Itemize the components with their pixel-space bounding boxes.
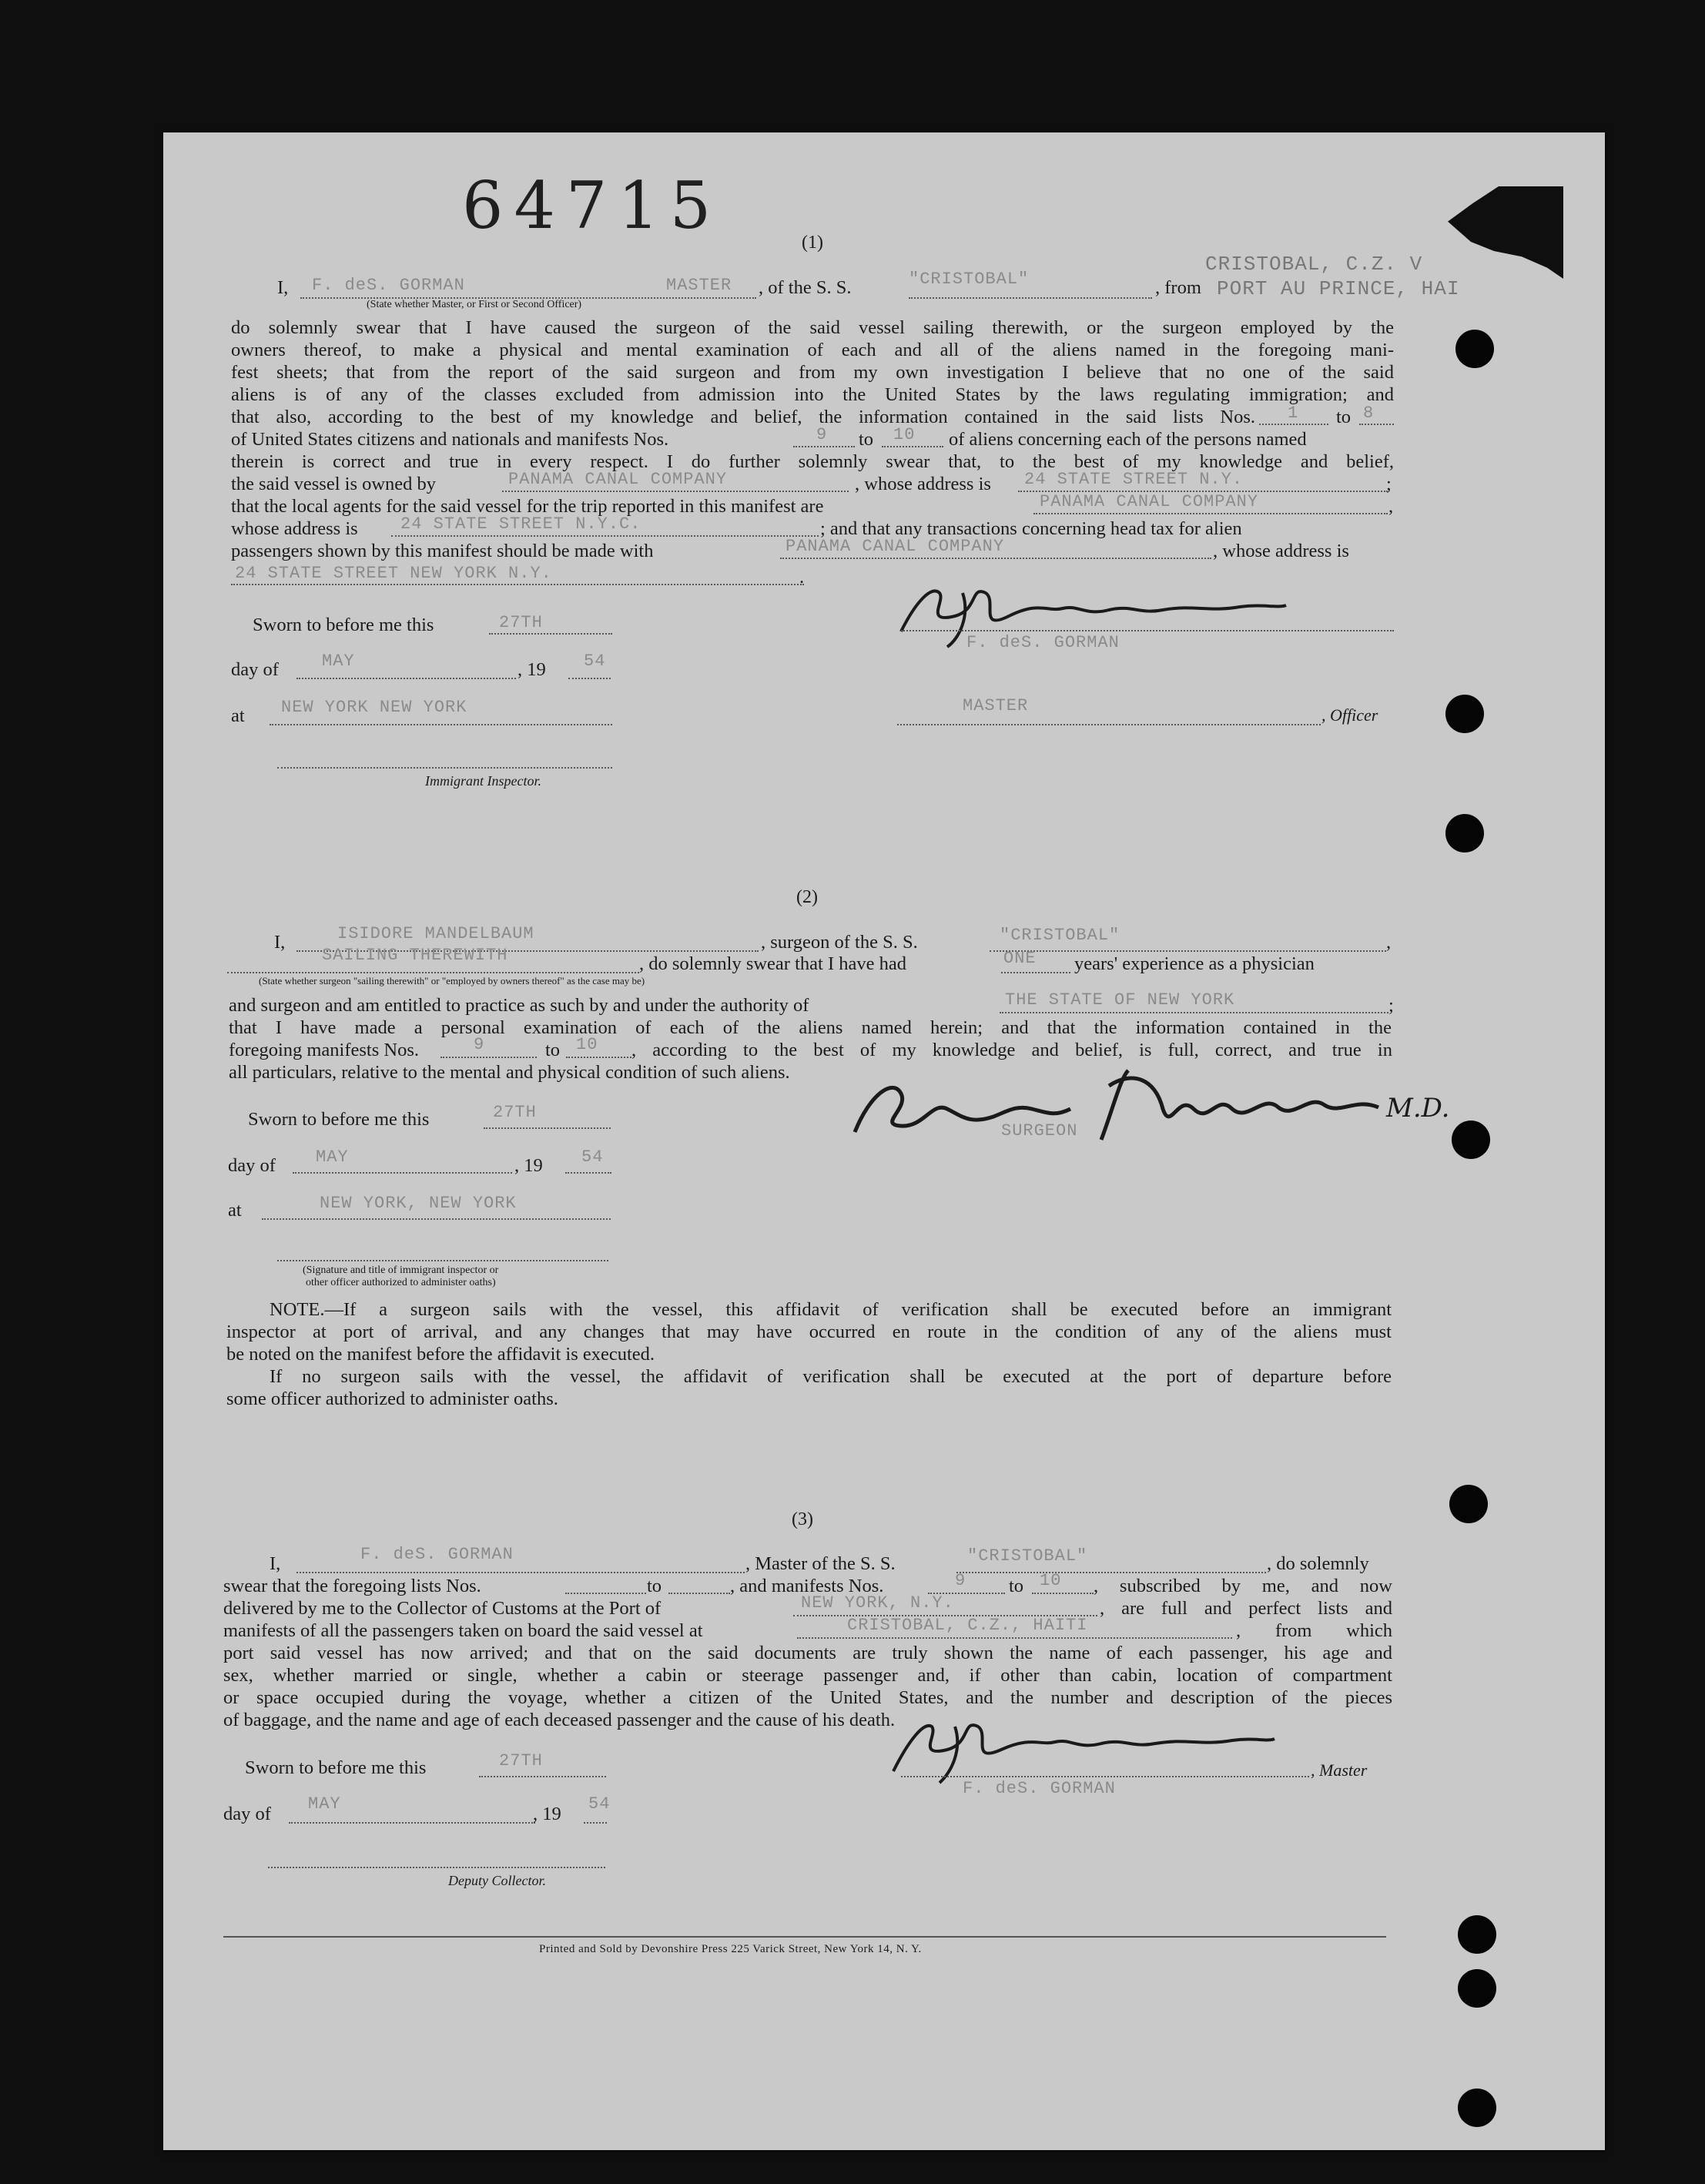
- s2-signer-caption-1: (Signature and title of immigrant inspector or: [303, 1265, 499, 1276]
- s2-day-of: day of: [228, 1155, 276, 1176]
- s3-manifests-from: 9: [955, 1571, 966, 1590]
- s1-sworn-day: 27TH: [499, 613, 543, 632]
- s1-officer-title: MASTER: [963, 696, 1029, 715]
- s1-lists-to-value: 8: [1363, 404, 1375, 423]
- s1-of-aliens: of aliens concerning each of the persons named: [949, 429, 1307, 450]
- s1-agents-line: [1033, 513, 1388, 514]
- s1-lists-from-line: [1259, 424, 1328, 425]
- s1-line-8: the said vessel is owned by: [231, 474, 437, 494]
- s2-surgeon-name: ISIDORE MANDELBAUM: [337, 924, 534, 943]
- s2-note-2: inspector at port of arrival, and any changes that may have occurred en route in the condition of any of the aliens must: [226, 1321, 1392, 1342]
- s3-line-1: port said vessel has now arrived; and that on the said documents are truly shown the name of each passenger, his age and: [223, 1643, 1392, 1663]
- s1-line-3: fest sheets; that from the report of the said surgeon and from my own investigation I believe that no one of the said: [231, 362, 1394, 383]
- s3-i-label: I,: [270, 1553, 281, 1574]
- binder-hole: [1458, 1969, 1496, 2008]
- s1-from-place-1: CRISTOBAL, C.Z. V: [1205, 253, 1423, 276]
- s1-owner-address-label: , whose address is: [855, 474, 991, 494]
- s3-sworn-day: 27TH: [499, 1751, 543, 1770]
- s3-collector-caption: Deputy Collector.: [448, 1873, 546, 1888]
- s3-line-lists: swear that the foregoing lists Nos.: [223, 1576, 481, 1596]
- s2-signer-caption-2: other officer authorized to administer oaths): [306, 1277, 496, 1288]
- s3-line-delivered: delivered by me to the Collector of Customs at the Port of: [223, 1598, 662, 1619]
- s1-vessel: "CRISTOBAL": [909, 270, 1030, 289]
- s1-line-1: do solemnly swear that I have caused the surgeon of the said vessel sailing therewith, or the surgeon employed by the: [231, 317, 1394, 338]
- s1-owner-line: [502, 491, 849, 492]
- s1-officer-line: [897, 724, 1321, 725]
- s1-sworn-label: Sworn to before me this: [253, 615, 434, 635]
- binder-hole: [1458, 2089, 1496, 2127]
- s3-line-3: or space occupied during the voyage, whether a citizen of the United States, and the number and description of the pieces: [223, 1687, 1392, 1708]
- s3-sworn-day-line: [479, 1776, 606, 1777]
- s1-line-5: that also, according to the best of my knowledge and belief, the information contained in the said lists Nos.: [231, 407, 1255, 427]
- master-signature-2: [878, 1702, 1278, 1787]
- s2-line-exam: that I have made a personal examination of each of the aliens named herein; and that the information contained in the: [229, 1017, 1392, 1038]
- s1-month: MAY: [322, 652, 355, 671]
- binder-hole: [1452, 1120, 1490, 1159]
- section-1-heading: (1): [802, 233, 823, 253]
- binder-hole: [1458, 1915, 1496, 1954]
- binder-hole: [1445, 695, 1484, 733]
- s3-year: 54: [588, 1794, 611, 1814]
- s1-line-11: passengers shown by this manifest should be made with: [231, 541, 654, 561]
- s2-to: to: [545, 1040, 561, 1060]
- footer-rule: [223, 1936, 1386, 1938]
- s3-lists-to-line: [668, 1593, 730, 1594]
- s1-sworn-day-line: [489, 633, 612, 635]
- s1-day-of: day of: [231, 659, 279, 680]
- s1-head-tax-address-line: [231, 584, 804, 585]
- binder-hole: [1449, 1485, 1488, 1523]
- s2-note-1: NOTE.—If a surgeon sails with the vessel, this affidavit of verification shall be executed before an immigrant: [270, 1299, 1392, 1320]
- s2-years-text: years' experience as a physician: [1074, 953, 1315, 974]
- s1-owner-address: 24 STATE STREET N.Y.: [1024, 470, 1244, 489]
- binder-hole: [1455, 330, 1494, 368]
- s2-note-5: some officer authorized to administer oaths.: [226, 1388, 558, 1409]
- s1-period: .: [799, 567, 805, 588]
- s1-agents: PANAMA CANAL COMPANY: [1040, 492, 1259, 511]
- binder-hole: [1445, 814, 1484, 852]
- s1-manifests-to-line: [882, 446, 943, 447]
- s1-head-tax-with-line: [780, 558, 1211, 559]
- s2-comma: ,: [1386, 932, 1392, 953]
- s1-head-tax-with: PANAMA CANAL COMPANY: [786, 537, 1005, 556]
- s1-of-ss: , of the S. S.: [759, 277, 852, 298]
- s1-line-4: aliens is of any of the classes excluded from admission into the United States by the laws regulating immigration; and: [231, 384, 1394, 405]
- s2-authority-line: [1000, 1012, 1388, 1013]
- s2-capacity: SAILING THEREWITH: [322, 946, 508, 965]
- s2-years-line: [1001, 972, 1070, 973]
- s2-i-label: I,: [274, 932, 286, 953]
- s1-line-2: owners thereof, to make a physical and mental examination of each and all of the aliens named in the foregoing mani-: [231, 340, 1394, 360]
- s2-sworn-day: 27TH: [493, 1103, 537, 1122]
- s2-capacity-caption: (State whether surgeon "sailing therewith" or "employed by owners thereof" as the case may be): [259, 975, 645, 986]
- s1-lists-from: 1: [1288, 404, 1299, 423]
- s1-officer-label: , Officer: [1321, 705, 1378, 725]
- s3-signature-typed: F. deS. GORMAN: [963, 1779, 1116, 1798]
- s3-year-line: [584, 1822, 607, 1824]
- s1-name: F. deS. GORMAN: [312, 276, 465, 295]
- s1-manifests-from-line: [793, 446, 855, 447]
- s1-year: 54: [584, 652, 606, 671]
- s1-place-line: [270, 724, 612, 725]
- s2-month-line: [293, 1172, 512, 1174]
- s2-line-particulars: all particulars, relative to the mental and physical condition of such aliens.: [229, 1062, 790, 1083]
- s1-at: at: [231, 705, 245, 726]
- s3-line-2: sex, whether married or single, whether a cabin or steerage passenger and, if other than cabin, location of compartment: [223, 1665, 1392, 1686]
- s2-vessel: "CRISTOBAL": [1000, 926, 1120, 945]
- s1-from-label: , from: [1155, 277, 1201, 298]
- s3-subscribed: , subscribed by me, and now: [1094, 1576, 1392, 1596]
- s1-vessel-line: [909, 297, 1152, 299]
- s1-lists-to-line: [1359, 424, 1394, 425]
- s2-note-3: be noted on the manifest before the affidavit is executed.: [226, 1344, 655, 1365]
- s1-from-place-2: PORT AU PRINCE, HAI: [1217, 277, 1460, 300]
- s2-capacity-line: [227, 972, 639, 973]
- s1-lists-to: to: [1336, 407, 1352, 427]
- s1-inspector-caption: Immigrant Inspector.: [425, 773, 541, 789]
- s1-agents-address-line: [391, 535, 819, 537]
- s2-authority: THE STATE OF NEW YORK: [1005, 990, 1235, 1010]
- s1-signature-line: [901, 630, 1394, 631]
- s1-i-label: I,: [277, 277, 289, 298]
- s3-boarded-at: CRISTOBAL, C.Z., HAITI: [847, 1616, 1088, 1635]
- s2-at: at: [228, 1200, 242, 1221]
- s3-signature-line: [901, 1776, 1309, 1777]
- s1-whose-address: , whose address is: [1213, 541, 1349, 561]
- s2-swear-text: , do solemnly swear that I have had: [639, 953, 906, 974]
- s2-year: 54: [581, 1147, 604, 1167]
- s1-owner: PANAMA CANAL COMPANY: [508, 470, 728, 489]
- s1-year-line: [568, 678, 611, 679]
- s3-to-1: to: [647, 1576, 662, 1596]
- s3-manifests-to: 10: [1040, 1571, 1062, 1590]
- s1-comma: ,: [1388, 496, 1394, 517]
- s3-master-of: , Master of the S. S.: [745, 1553, 896, 1574]
- s2-manifests-from-line: [440, 1057, 537, 1058]
- s1-line-10: whose address is: [231, 518, 358, 539]
- s1-head-tax-address: 24 STATE STREET NEW YORK N.Y.: [235, 564, 552, 583]
- s1-manifests-to-value: 10: [893, 425, 916, 444]
- s3-port: NEW YORK, N.Y.: [801, 1593, 954, 1613]
- s2-signer-line: [277, 1260, 608, 1261]
- s3-to-2: to: [1009, 1576, 1024, 1596]
- section-2-heading: (2): [796, 887, 818, 907]
- s2-vessel-line: [990, 950, 1386, 952]
- s1-line-6: of United States citizens and nationals and manifests Nos.: [231, 429, 669, 450]
- s2-place-line: [262, 1218, 611, 1220]
- s2-manifests-to: 10: [576, 1035, 598, 1054]
- s1-line-9: that the local agents for the said vessel for the trip reported in this manifest are: [231, 496, 824, 517]
- s2-semicolon: ;: [1388, 995, 1394, 1016]
- s3-line-manifests-all: manifests of all the passengers taken on board the said vessel at: [223, 1620, 703, 1641]
- s2-place: NEW YORK, NEW YORK: [320, 1194, 517, 1213]
- s1-month-line: [296, 678, 516, 679]
- s2-years: ONE: [1003, 949, 1037, 968]
- s1-manifests-from: 9: [816, 425, 828, 444]
- s3-collector-line: [268, 1867, 605, 1868]
- footer-printer: Printed and Sold by Devonshire Press 225 Varick Street, New York 14, N. Y.: [539, 1943, 922, 1955]
- s1-manifests-to: to: [859, 429, 874, 450]
- s1-inspector-line: [277, 767, 612, 769]
- s2-note-4: If no surgeon sails with the vessel, the affidavit of verification shall be executed at the port of departure before: [270, 1366, 1392, 1387]
- s1-head-tax-text: ; and that any transactions concerning head tax for alien: [820, 518, 1242, 539]
- s3-master-label: , Master: [1311, 1760, 1368, 1780]
- s3-name-line: [296, 1572, 745, 1573]
- s1-line-7: therein is correct and true in every respect. I do further solemnly swear that, to the best of my knowledge and belief,: [231, 451, 1394, 472]
- s2-year-line: [565, 1172, 611, 1174]
- s3-and-manifests: , and manifests Nos.: [730, 1576, 884, 1596]
- s3-manifests-to-line: [1032, 1593, 1094, 1594]
- s1-agents-address: 24 STATE STREET N.Y.C.: [400, 514, 641, 534]
- surgeon-signature: [847, 1063, 1450, 1155]
- s3-do-solemnly: , do solemnly: [1267, 1553, 1369, 1574]
- s3-month-line: [289, 1822, 535, 1824]
- section-3-heading: (3): [792, 1509, 813, 1529]
- s2-year-prefix: , 19: [514, 1155, 543, 1176]
- s1-semicolon: ;: [1386, 474, 1392, 494]
- s2-sworn-label: Sworn to before me this: [248, 1109, 430, 1130]
- s1-rank: MASTER: [666, 276, 732, 295]
- s2-month: MAY: [316, 1147, 349, 1167]
- s3-name: F. deS. GORMAN: [360, 1545, 514, 1564]
- s3-line-4: of baggage, and the name and age of each deceased passenger and the cause of his death.: [223, 1710, 896, 1730]
- s3-full-perfect: , are full and perfect lists and: [1100, 1598, 1392, 1619]
- s1-rank-caption: (State whether Master, or First or Second Officer): [367, 299, 582, 310]
- s2-manifests-to-line: [566, 1057, 631, 1058]
- s3-vessel-line: [956, 1572, 1266, 1573]
- s2-signature-title: SURGEON: [1001, 1121, 1078, 1141]
- s3-vessel: "CRISTOBAL": [967, 1546, 1088, 1566]
- s3-from-which: , from which: [1236, 1620, 1392, 1641]
- svg-text:M.D.: M.D.: [1386, 1093, 1450, 1124]
- s3-sworn-label: Sworn to before me this: [245, 1757, 427, 1778]
- s1-place: NEW YORK NEW YORK: [281, 698, 467, 717]
- handwritten-record-number: 64715: [462, 168, 722, 243]
- s3-year-prefix: , 19: [533, 1804, 561, 1824]
- s2-manifests-label: foregoing manifests Nos.: [229, 1040, 419, 1060]
- s1-signature-typed: F. deS. GORMAN: [966, 633, 1120, 652]
- s1-year-prefix: , 19: [518, 659, 546, 680]
- s2-manifests-from: 9: [474, 1035, 485, 1054]
- s2-sworn-day-line: [484, 1127, 611, 1129]
- s3-month: MAY: [308, 1794, 341, 1814]
- s2-surgeon-of: , surgeon of the S. S.: [761, 932, 918, 953]
- s3-lists-from-line: [565, 1593, 646, 1594]
- s2-manifests-b: , according to the best of my knowledge and belief, is full, correct, and true in: [631, 1040, 1392, 1060]
- s3-day-of: day of: [223, 1804, 271, 1824]
- s2-line-authority: and surgeon and am entitled to practice as such by and under the authority of: [229, 995, 809, 1016]
- s3-boarded-line: [797, 1637, 1232, 1639]
